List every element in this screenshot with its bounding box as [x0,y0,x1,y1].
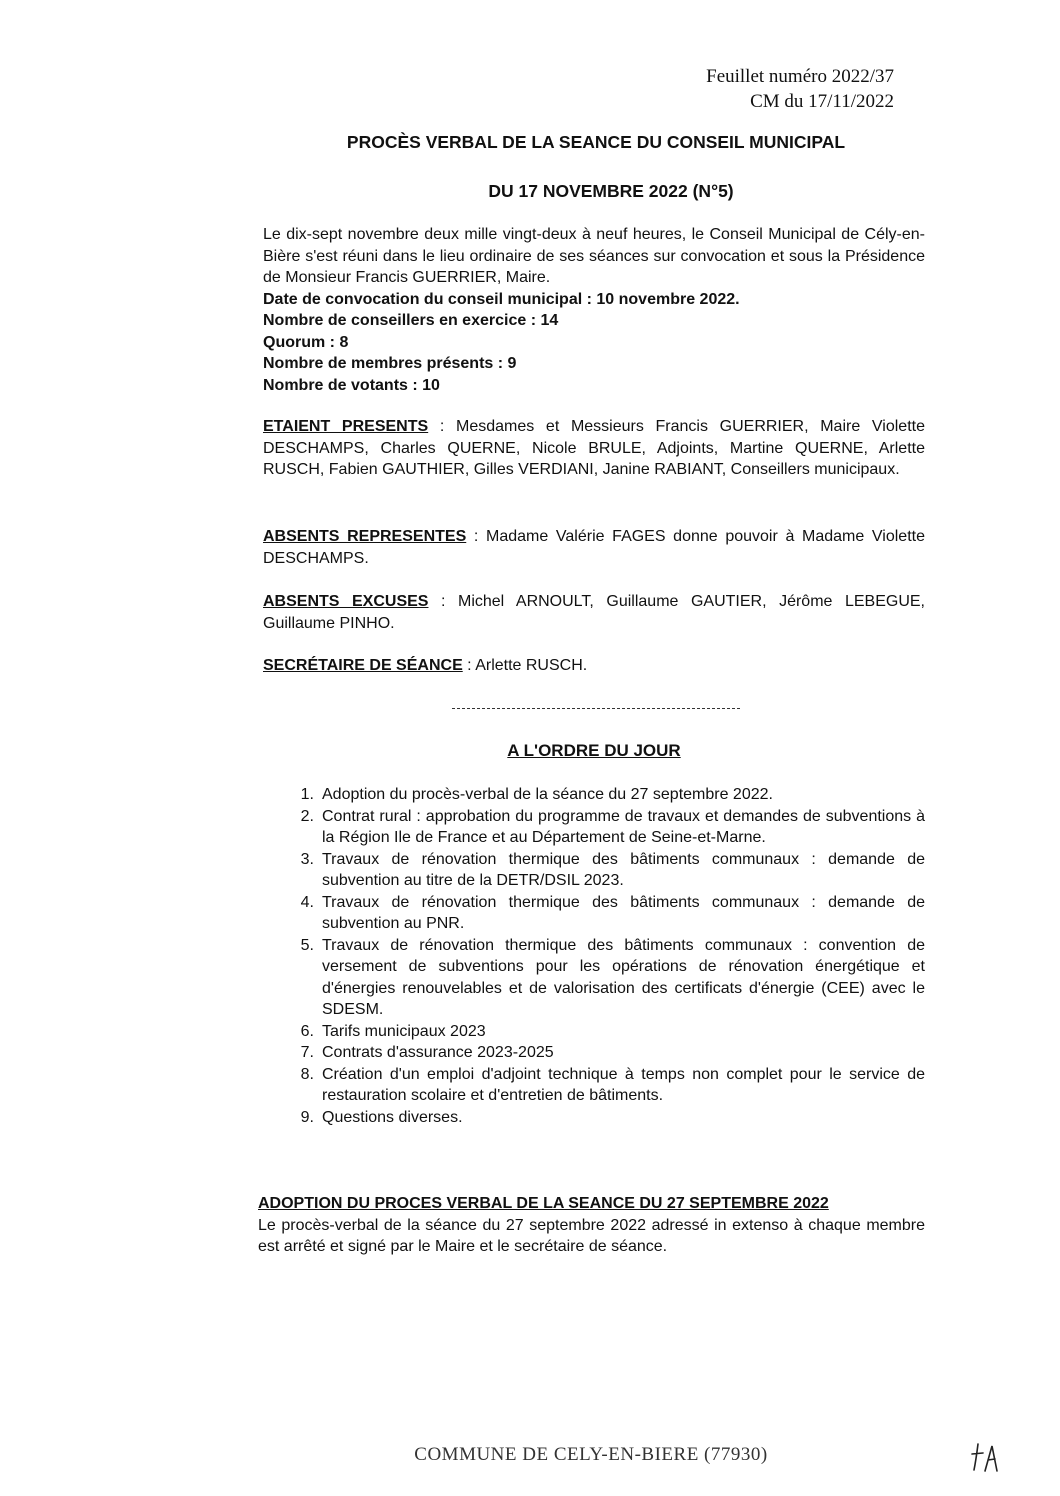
agenda-item-number: 9. [300,1108,314,1126]
secretary-label: SECRÉTAIRE DE SÉANCE [263,657,463,674]
sheet-number: Feuillet numéro 2022/37 [706,66,894,87]
agenda-item-text: Création d'un emploi d'adjoint technique à temps non complet pour le service de restauration scolaire et d'entretien de bâtiments. [322,1065,925,1104]
agenda-item [288,892,925,935]
intro-paragraph: Le dix-sept novembre deux mille vingt-deux à neuf heures, le Conseil Municipal de Cély-en-Bière s'est réuni dans le lieu ordinaire de ses séances sur convocation et sous la Présidence de Monsieur Francis GUERRIER, Maire. [263,226,925,286]
agenda-item [288,1042,925,1064]
intro-section [263,224,925,396]
agenda-item-number: 6. [300,1022,314,1040]
secretary-text: : Arlette RUSCH. [462,657,588,674]
agenda-item-number: 3. [300,850,314,868]
present-text: : Mesdames et Messieurs Francis GUERRIER, Maire Violette DESCHAMPS, Charles QUERNE, Nicole BRULE, Adjoints, Martine QUERNE, Arlette RUSCH, Fabien GAUTHIER, Gilles VERDIANI, Janine RABIANT, Conseillers municipaux. [263,418,925,478]
agenda-item-text: Contrat rural : approbation du programme de travaux et demandes de subventions à la Région Ile de France et au Département de Seine-et-Marne. [322,807,925,846]
handwritten-initials-icon [968,1440,1008,1476]
agenda-list [288,784,925,1128]
agenda-item-text: Travaux de rénovation thermique des bâtiments communaux : convention de versement de subventions pour les opérations de rénovation énergétique et d'énergies renouvelables et de valorisation des certificats d'énergie (CEE) avec le SDESM. [322,936,925,1018]
adoption-section [258,1193,925,1258]
excused-section [263,591,925,634]
councillors-count: Nombre de conseillers en exercice : 14 [263,312,559,329]
agenda-item-number: 5. [300,936,314,954]
excused-text: : Michel ARNOULT, Guillaume GAUTIER, Jérôme LEBEGUE, Guillaume PINHO. [263,593,925,632]
agenda-item [288,1064,925,1107]
agenda-item [288,784,925,806]
agenda-item-number: 8. [300,1065,314,1083]
secretary-section [263,655,925,677]
agenda-item-number: 1. [300,786,314,803]
section-divider [452,708,740,709]
agenda-item [288,806,925,849]
agenda-item [288,849,925,892]
document-title: PROCÈS VERBAL DE LA SEANCE DU CONSEIL MUNICIPAL [346,132,846,152]
council-date: CM du 17/11/2022 [750,91,894,112]
represented-label: ABSENTS REPRESENTES [263,528,467,545]
agenda-item-number: 7. [300,1044,314,1061]
adoption-title: ADOPTION DU PROCES VERBAL DE LA SEANCE DU 27 SEPTEMBRE 2022 [258,1195,829,1212]
members-present-count: Nombre de membres présents : 9 [263,355,517,372]
agenda-item-number: 2. [300,807,314,825]
excused-label: ABSENTS EXCUSES [263,593,429,610]
convocation-date: Date de convocation du conseil municipal : 10 novembre 2022. [263,290,740,308]
present-section [263,416,925,481]
agenda-item-text: Travaux de rénovation thermique des bâtiments communaux : demande de subvention au titre de la DETR/DSIL 2023. [322,850,925,889]
agenda-item-text: Adoption du procès-verbal de la séance du 27 septembre 2022. [322,786,773,803]
present-label: ETAIENT PRESENTS [263,418,429,435]
represented-text: : Madame Valérie FAGES donne pouvoir à Madame Violette DESCHAMPS. [263,528,925,567]
agenda-item-number: 4. [300,893,314,911]
quorum: Quorum : 8 [263,333,349,351]
agenda-item-text: Questions diverses. [322,1108,463,1126]
agenda-title: A L'ORDRE DU JOUR [507,741,681,760]
represented-section [263,526,925,569]
agenda-item-text: Travaux de rénovation thermique des bâtiments communaux : demande de subvention au PNR. [322,893,925,932]
voters-count: Nombre de votants : 10 [263,376,440,394]
agenda-item-text: Contrats d'assurance 2023-2025 [322,1044,554,1061]
page-footer: COMMUNE DE CELY-EN-BIERE (77930) [414,1444,768,1465]
agenda-item [288,1107,925,1129]
agenda-item [288,935,925,1021]
agenda-item-text: Tarifs municipaux 2023 [322,1022,486,1040]
agenda-item [288,1021,925,1043]
adoption-text: Le procès-verbal de la séance du 27 septembre 2022 adressé in extenso à chaque membre est arrêté et signé par le Maire et le secrétaire de séance. [258,1216,925,1255]
sheet-reference [706,64,894,114]
document-subtitle: DU 17 NOVEMBRE 2022 (N°5) [488,181,734,201]
